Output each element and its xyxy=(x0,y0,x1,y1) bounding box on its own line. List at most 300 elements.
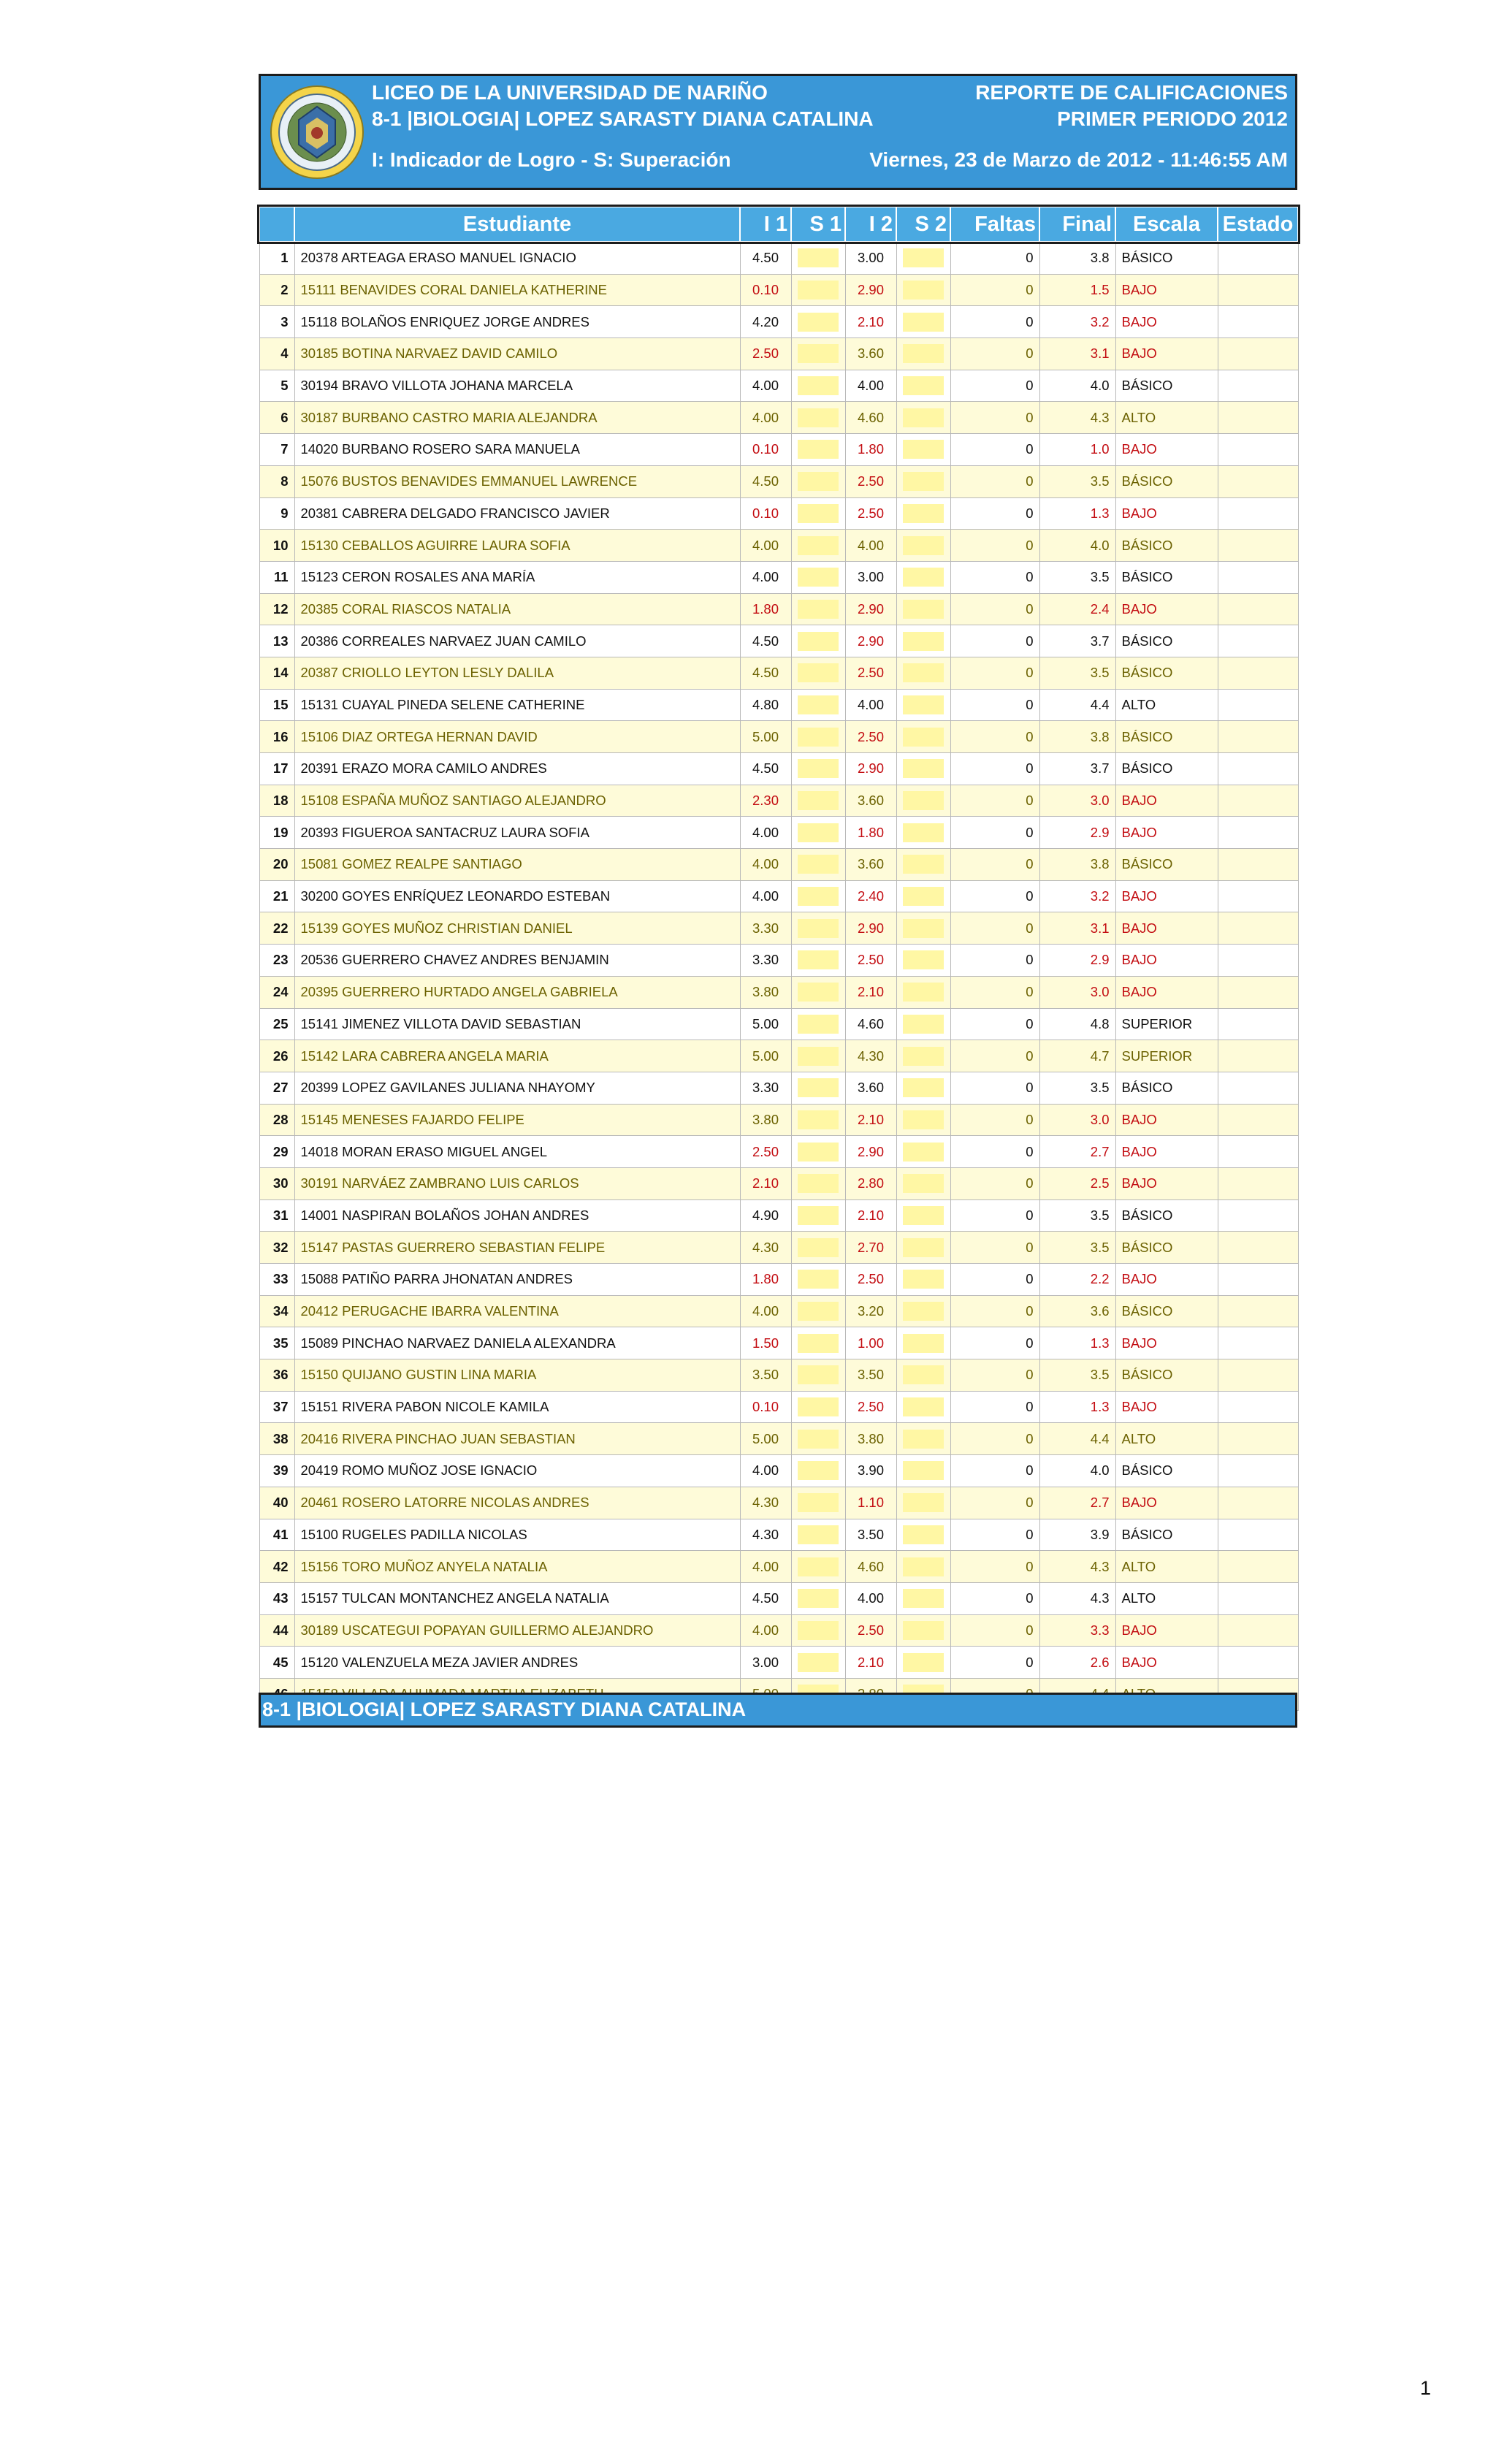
status xyxy=(1218,785,1298,817)
grade-s2 xyxy=(896,945,950,977)
grade-i1: 4.00 xyxy=(740,1295,791,1327)
scale: ALTO xyxy=(1115,1423,1218,1455)
status xyxy=(1218,274,1298,306)
absences: 0 xyxy=(950,976,1039,1008)
scale: BAJO xyxy=(1115,1647,1218,1679)
scale: BÁSICO xyxy=(1115,625,1218,657)
scale: BAJO xyxy=(1115,1614,1218,1647)
superacion-field xyxy=(903,1110,944,1129)
grade-s2 xyxy=(896,497,950,530)
final-grade: 1.0 xyxy=(1039,434,1115,466)
grade-s2 xyxy=(896,1614,950,1647)
superacion-field xyxy=(903,504,944,523)
grade-i1: 4.80 xyxy=(740,689,791,721)
table-row xyxy=(259,1519,1298,1551)
final-grade: 4.4 xyxy=(1039,1423,1115,1455)
final-grade: 4.4 xyxy=(1039,689,1115,721)
superacion-field xyxy=(798,1493,839,1512)
grade-s1 xyxy=(791,497,845,530)
grade-i2: 3.00 xyxy=(845,242,896,274)
grade-s1 xyxy=(791,1264,845,1296)
student-name: 30194 BRAVO VILLOTA JOHANA MARCELA xyxy=(294,370,740,402)
scale: BÁSICO xyxy=(1115,1199,1218,1232)
scale: BAJO xyxy=(1115,785,1218,817)
row-number: 7 xyxy=(259,434,294,466)
grade-i1: 4.20 xyxy=(740,306,791,338)
status xyxy=(1218,1199,1298,1232)
row-number: 41 xyxy=(259,1519,294,1551)
col-header-escala: Escala xyxy=(1115,207,1218,242)
grade-i2: 4.60 xyxy=(845,402,896,434)
grade-s1 xyxy=(791,434,845,466)
grade-s2 xyxy=(896,721,950,753)
grade-i2: 4.60 xyxy=(845,1008,896,1040)
student-name: 15157 TULCAN MONTANCHEZ ANGELA NATALIA xyxy=(294,1582,740,1614)
grade-s2 xyxy=(896,1072,950,1104)
grade-s1 xyxy=(791,1136,845,1168)
scale: BÁSICO xyxy=(1115,1519,1218,1551)
final-grade: 3.7 xyxy=(1039,753,1115,785)
scale: BÁSICO xyxy=(1115,465,1218,497)
grade-i1: 4.30 xyxy=(740,1232,791,1264)
absences: 0 xyxy=(950,753,1039,785)
scale: BÁSICO xyxy=(1115,530,1218,562)
grade-s1 xyxy=(791,945,845,977)
absences: 0 xyxy=(950,625,1039,657)
superacion-field xyxy=(798,919,839,938)
student-name: 20399 LOPEZ GAVILANES JULIANA NHAYOMY xyxy=(294,1072,740,1104)
grade-i1: 5.00 xyxy=(740,1423,791,1455)
final-grade: 3.5 xyxy=(1039,561,1115,593)
grade-i2: 3.90 xyxy=(845,1455,896,1487)
status xyxy=(1218,561,1298,593)
grade-i1: 5.00 xyxy=(740,1008,791,1040)
final-grade: 3.0 xyxy=(1039,785,1115,817)
grade-i1: 3.80 xyxy=(740,1104,791,1136)
superacion-field xyxy=(903,536,944,555)
absences: 0 xyxy=(950,1072,1039,1104)
superacion-field xyxy=(798,440,839,459)
scale: BAJO xyxy=(1115,1264,1218,1296)
grade-s2 xyxy=(896,1167,950,1199)
grade-s2 xyxy=(896,1040,950,1072)
superacion-field xyxy=(798,1589,839,1608)
student-name: 15145 MENESES FAJARDO FELIPE xyxy=(294,1104,740,1136)
grade-s1 xyxy=(791,1072,845,1104)
row-number: 15 xyxy=(259,689,294,721)
grade-i1: 0.10 xyxy=(740,497,791,530)
scale: BÁSICO xyxy=(1115,657,1218,689)
status xyxy=(1218,1232,1298,1264)
absences: 0 xyxy=(950,497,1039,530)
superacion-field xyxy=(798,855,839,874)
absences: 0 xyxy=(950,242,1039,274)
final-grade: 4.3 xyxy=(1039,402,1115,434)
grade-i2: 3.60 xyxy=(845,338,896,370)
scale: BAJO xyxy=(1115,976,1218,1008)
row-number: 24 xyxy=(259,976,294,1008)
table-row xyxy=(259,753,1298,785)
grade-i2: 2.40 xyxy=(845,880,896,912)
superacion-field xyxy=(798,1206,839,1225)
row-number: 27 xyxy=(259,1072,294,1104)
grade-s1 xyxy=(791,338,845,370)
final-grade: 3.8 xyxy=(1039,242,1115,274)
superacion-field xyxy=(903,1557,944,1576)
row-number: 5 xyxy=(259,370,294,402)
status xyxy=(1218,1072,1298,1104)
grade-s1 xyxy=(791,1455,845,1487)
grade-s2 xyxy=(896,1232,950,1264)
superacion-field xyxy=(903,1015,944,1034)
grade-s2 xyxy=(896,976,950,1008)
final-grade: 3.5 xyxy=(1039,1359,1115,1392)
grade-i2: 1.10 xyxy=(845,1487,896,1519)
grade-i2: 1.80 xyxy=(845,434,896,466)
grade-s1 xyxy=(791,1582,845,1614)
row-number: 43 xyxy=(259,1582,294,1614)
student-name: 15156 TORO MUÑOZ ANYELA NATALIA xyxy=(294,1551,740,1583)
table-row xyxy=(259,561,1298,593)
grade-i1: 4.00 xyxy=(740,1455,791,1487)
superacion-field xyxy=(903,472,944,491)
table-row xyxy=(259,1136,1298,1168)
status xyxy=(1218,1264,1298,1296)
grade-i2: 4.00 xyxy=(845,370,896,402)
grade-s1 xyxy=(791,912,845,945)
superacion-field xyxy=(798,695,839,714)
status xyxy=(1218,657,1298,689)
grade-s2 xyxy=(896,689,950,721)
student-name: 20461 ROSERO LATORRE NICOLAS ANDRES xyxy=(294,1487,740,1519)
scale: BAJO xyxy=(1115,497,1218,530)
grade-i2: 2.50 xyxy=(845,945,896,977)
table-row xyxy=(259,721,1298,753)
final-grade: 2.6 xyxy=(1039,1647,1115,1679)
superacion-field xyxy=(798,376,839,395)
row-number: 28 xyxy=(259,1104,294,1136)
superacion-field xyxy=(798,1557,839,1576)
col-header-student: Estudiante xyxy=(294,207,740,242)
superacion-field xyxy=(903,344,944,363)
superacion-field xyxy=(798,1397,839,1416)
row-number: 32 xyxy=(259,1232,294,1264)
final-grade: 2.9 xyxy=(1039,817,1115,849)
grade-s2 xyxy=(896,1008,950,1040)
superacion-field xyxy=(903,1493,944,1512)
superacion-field xyxy=(903,1397,944,1416)
table-row xyxy=(259,945,1298,977)
superacion-field xyxy=(798,1174,839,1193)
final-grade: 3.2 xyxy=(1039,306,1115,338)
absences: 0 xyxy=(950,1040,1039,1072)
absences: 0 xyxy=(950,1264,1039,1296)
grade-i2: 4.30 xyxy=(845,1040,896,1072)
grade-i2: 3.20 xyxy=(845,1295,896,1327)
grade-i2: 2.50 xyxy=(845,465,896,497)
absences: 0 xyxy=(950,849,1039,881)
grade-s2 xyxy=(896,561,950,593)
grade-i2: 2.70 xyxy=(845,1232,896,1264)
grade-i1: 4.00 xyxy=(740,370,791,402)
table-row xyxy=(259,1423,1298,1455)
table-row xyxy=(259,1104,1298,1136)
absences: 0 xyxy=(950,1327,1039,1359)
grade-s2 xyxy=(896,1295,950,1327)
grade-i2: 2.50 xyxy=(845,1614,896,1647)
grade-i2: 1.00 xyxy=(845,1327,896,1359)
superacion-field xyxy=(903,1621,944,1640)
grade-i1: 3.00 xyxy=(740,1647,791,1679)
grade-s2 xyxy=(896,912,950,945)
student-name: 15088 PATIÑO PARRA JHONATAN ANDRES xyxy=(294,1264,740,1296)
status xyxy=(1218,817,1298,849)
superacion-field xyxy=(903,728,944,747)
status xyxy=(1218,1455,1298,1487)
student-name: 20536 GUERRERO CHAVEZ ANDRES BENJAMIN xyxy=(294,945,740,977)
grade-s1 xyxy=(791,370,845,402)
status xyxy=(1218,1423,1298,1455)
absences: 0 xyxy=(950,370,1039,402)
student-name: 15142 LARA CABRERA ANGELA MARIA xyxy=(294,1040,740,1072)
grade-s1 xyxy=(791,1647,845,1679)
final-grade: 3.5 xyxy=(1039,657,1115,689)
grade-s1 xyxy=(791,1519,845,1551)
student-name: 20386 CORREALES NARVAEZ JUAN CAMILO xyxy=(294,625,740,657)
grade-s1 xyxy=(791,1551,845,1583)
report-title: REPORTE DE CALIFICACIONES xyxy=(975,81,1288,104)
superacion-field xyxy=(903,759,944,778)
superacion-field xyxy=(798,1365,839,1384)
superacion-field xyxy=(903,281,944,300)
status xyxy=(1218,1104,1298,1136)
scale: BÁSICO xyxy=(1115,1455,1218,1487)
grade-i2: 2.50 xyxy=(845,1264,896,1296)
table-row xyxy=(259,242,1298,274)
superacion-field xyxy=(903,1270,944,1289)
absences: 0 xyxy=(950,338,1039,370)
superacion-field xyxy=(798,1078,839,1097)
superacion-field xyxy=(798,887,839,906)
student-name: 14001 NASPIRAN BOLAÑOS JOHAN ANDRES xyxy=(294,1199,740,1232)
student-name: 15076 BUSTOS BENAVIDES EMMANUEL LAWRENCE xyxy=(294,465,740,497)
absences: 0 xyxy=(950,785,1039,817)
final-grade: 3.1 xyxy=(1039,912,1115,945)
grade-s1 xyxy=(791,402,845,434)
row-number: 18 xyxy=(259,785,294,817)
student-name: 20416 RIVERA PINCHAO JUAN SEBASTIAN xyxy=(294,1423,740,1455)
course-name: 8-1 |BIOLOGIA| LOPEZ SARASTY DIANA CATALINA xyxy=(372,107,874,130)
superacion-field xyxy=(903,887,944,906)
col-header-s1: S 1 xyxy=(791,207,845,242)
final-grade: 3.7 xyxy=(1039,625,1115,657)
absences: 0 xyxy=(950,945,1039,977)
student-name: 30189 USCATEGUI POPAYAN GUILLERMO ALEJANDRO xyxy=(294,1614,740,1647)
row-number: 30 xyxy=(259,1167,294,1199)
absences: 0 xyxy=(950,1232,1039,1264)
scale: BAJO xyxy=(1115,274,1218,306)
grade-i1: 4.00 xyxy=(740,880,791,912)
scale: ALTO xyxy=(1115,1582,1218,1614)
report-datetime: Viernes, 23 de Marzo de 2012 - 11:46:55 AM xyxy=(869,148,1288,171)
final-grade: 3.8 xyxy=(1039,721,1115,753)
superacion-field xyxy=(903,663,944,682)
grade-i2: 4.00 xyxy=(845,1582,896,1614)
superacion-field xyxy=(798,408,839,427)
row-number: 6 xyxy=(259,402,294,434)
absences: 0 xyxy=(950,530,1039,562)
grade-i2: 3.50 xyxy=(845,1359,896,1392)
student-name: 15081 GOMEZ REALPE SANTIAGO xyxy=(294,849,740,881)
grade-s2 xyxy=(896,785,950,817)
superacion-field xyxy=(903,632,944,651)
student-name: 20378 ARTEAGA ERASO MANUEL IGNACIO xyxy=(294,242,740,274)
scale: BÁSICO xyxy=(1115,849,1218,881)
table-row xyxy=(259,1167,1298,1199)
grade-i2: 3.60 xyxy=(845,1072,896,1104)
table-row xyxy=(259,1327,1298,1359)
final-grade: 3.5 xyxy=(1039,465,1115,497)
status xyxy=(1218,593,1298,625)
school-seal-icon xyxy=(270,85,365,180)
status xyxy=(1218,370,1298,402)
table-row xyxy=(259,1391,1298,1423)
superacion-field xyxy=(903,1430,944,1449)
grade-s1 xyxy=(791,1008,845,1040)
grade-i2: 3.60 xyxy=(845,849,896,881)
grade-s1 xyxy=(791,1167,845,1199)
row-number: 33 xyxy=(259,1264,294,1296)
status xyxy=(1218,689,1298,721)
superacion-field xyxy=(798,472,839,491)
superacion-field xyxy=(903,1525,944,1544)
grade-i2: 2.10 xyxy=(845,306,896,338)
table-row xyxy=(259,338,1298,370)
grade-i2: 1.80 xyxy=(845,817,896,849)
absences: 0 xyxy=(950,1455,1039,1487)
scale: BÁSICO xyxy=(1115,1359,1218,1392)
final-grade: 1.5 xyxy=(1039,274,1115,306)
scale: BÁSICO xyxy=(1115,561,1218,593)
grade-i1: 4.30 xyxy=(740,1519,791,1551)
grade-i2: 2.50 xyxy=(845,721,896,753)
row-number: 31 xyxy=(259,1199,294,1232)
superacion-field xyxy=(798,823,839,842)
grade-s1 xyxy=(791,976,845,1008)
grade-s1 xyxy=(791,561,845,593)
absences: 0 xyxy=(950,1167,1039,1199)
row-number: 8 xyxy=(259,465,294,497)
col-header-s2: S 2 xyxy=(896,207,950,242)
table-row xyxy=(259,274,1298,306)
absences: 0 xyxy=(950,1582,1039,1614)
grade-i2: 4.00 xyxy=(845,530,896,562)
superacion-field xyxy=(798,1110,839,1129)
student-name: 15120 VALENZUELA MEZA JAVIER ANDRES xyxy=(294,1647,740,1679)
superacion-field xyxy=(903,1461,944,1480)
final-grade: 4.0 xyxy=(1039,370,1115,402)
scale: BÁSICO xyxy=(1115,1295,1218,1327)
row-number: 25 xyxy=(259,1008,294,1040)
absences: 0 xyxy=(950,1487,1039,1519)
absences: 0 xyxy=(950,1519,1039,1551)
table-row xyxy=(259,402,1298,434)
table-row xyxy=(259,1487,1298,1519)
scale: BAJO xyxy=(1115,593,1218,625)
superacion-field xyxy=(903,1653,944,1672)
status xyxy=(1218,306,1298,338)
status xyxy=(1218,1167,1298,1199)
grade-s1 xyxy=(791,880,845,912)
superacion-field xyxy=(903,1302,944,1321)
table-row xyxy=(259,689,1298,721)
absences: 0 xyxy=(950,1199,1039,1232)
absences: 0 xyxy=(950,1008,1039,1040)
table-row xyxy=(259,912,1298,945)
grade-s1 xyxy=(791,1104,845,1136)
grade-s1 xyxy=(791,1423,845,1455)
grade-s2 xyxy=(896,657,950,689)
scale: BÁSICO xyxy=(1115,1072,1218,1104)
superacion-field xyxy=(798,1430,839,1449)
superacion-field xyxy=(903,950,944,969)
scale: BÁSICO xyxy=(1115,1232,1218,1264)
row-number: 42 xyxy=(259,1551,294,1583)
status xyxy=(1218,338,1298,370)
grade-i1: 4.50 xyxy=(740,242,791,274)
row-number: 4 xyxy=(259,338,294,370)
grade-s2 xyxy=(896,593,950,625)
grade-s2 xyxy=(896,1423,950,1455)
grade-i2: 2.10 xyxy=(845,1199,896,1232)
final-grade: 2.5 xyxy=(1039,1167,1115,1199)
superacion-field xyxy=(798,1653,839,1672)
student-name: 15118 BOLAÑOS ENRIQUEZ JORGE ANDRES xyxy=(294,306,740,338)
student-name: 15139 GOYES MUÑOZ CHRISTIAN DANIEL xyxy=(294,912,740,945)
row-number: 38 xyxy=(259,1423,294,1455)
table-row xyxy=(259,1359,1298,1392)
grade-i2: 2.90 xyxy=(845,274,896,306)
grade-s2 xyxy=(896,1647,950,1679)
student-name: 15111 BENAVIDES CORAL DANIELA KATHERINE xyxy=(294,274,740,306)
grade-i1: 5.00 xyxy=(740,721,791,753)
superacion-field xyxy=(903,248,944,267)
grade-i2: 4.60 xyxy=(845,1551,896,1583)
col-header-final: Final xyxy=(1039,207,1115,242)
status xyxy=(1218,945,1298,977)
superacion-field xyxy=(798,600,839,619)
grade-i1: 0.10 xyxy=(740,274,791,306)
student-name: 30187 BURBANO CASTRO MARIA ALEJANDRA xyxy=(294,402,740,434)
grade-i1: 5.00 xyxy=(740,1040,791,1072)
scale: SUPERIOR xyxy=(1115,1040,1218,1072)
row-number: 3 xyxy=(259,306,294,338)
superacion-field xyxy=(903,695,944,714)
table-row xyxy=(259,370,1298,402)
student-name: 15141 JIMENEZ VILLOTA DAVID SEBASTIAN xyxy=(294,1008,740,1040)
student-name: 20412 PERUGACHE IBARRA VALENTINA xyxy=(294,1295,740,1327)
grade-i2: 2.10 xyxy=(845,976,896,1008)
status xyxy=(1218,1551,1298,1583)
final-grade: 3.8 xyxy=(1039,849,1115,881)
grade-s1 xyxy=(791,1614,845,1647)
scale: BAJO xyxy=(1115,945,1218,977)
grade-i1: 1.50 xyxy=(740,1327,791,1359)
student-name: 14018 MORAN ERASO MIGUEL ANGEL xyxy=(294,1136,740,1168)
grade-s1 xyxy=(791,306,845,338)
grade-s2 xyxy=(896,849,950,881)
scale: BAJO xyxy=(1115,1104,1218,1136)
